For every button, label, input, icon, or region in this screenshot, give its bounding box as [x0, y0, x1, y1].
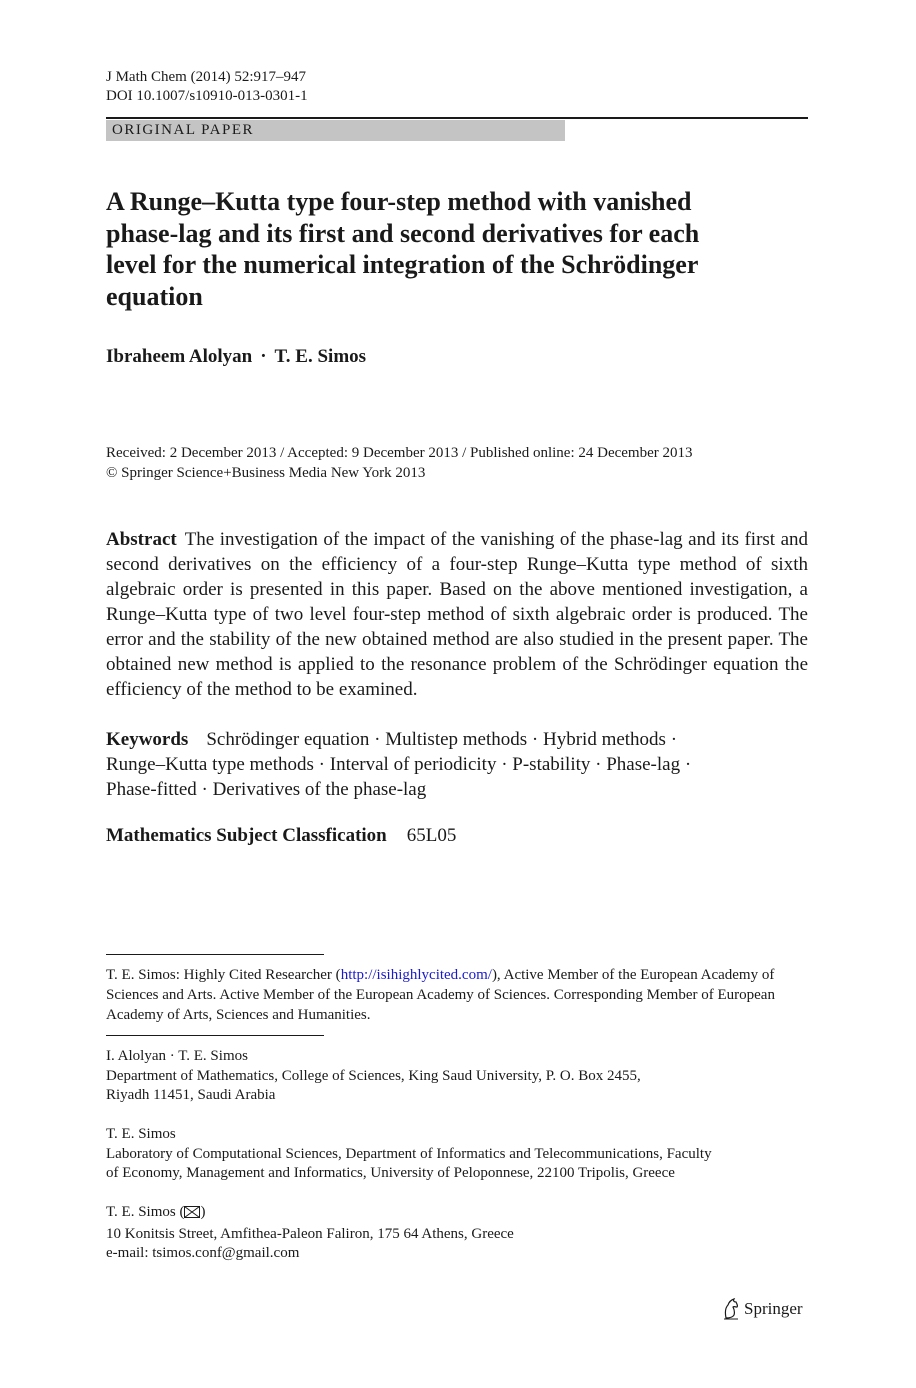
msc-classification — [106, 825, 456, 847]
affiliation-names: T. E. Simos — [106, 1204, 176, 1220]
msc-label: Mathematics Subject Classfication — [106, 825, 387, 846]
affiliation-names: I. Alolyan · T. E. Simos — [106, 1048, 248, 1064]
author-list — [106, 346, 366, 368]
keywords-line: Runge–Kutta type methods · Interval of periodicity · P-stability · Phase-lag · — [106, 754, 692, 775]
author-name: Ibraheem Alolyan — [106, 346, 253, 367]
publisher-logo — [722, 1298, 803, 1320]
footnote-suffix: ), Active Member of the European Academy of Sciences and Arts. Active Member of the European Academy of Sciences. Corresponding Member of European Academy of Arts, Sciences and Humanities. — [106, 967, 775, 1023]
copyright-line: © Springer Science+Business Media New York 2013 — [106, 465, 426, 481]
author-name: T. E. Simos — [274, 346, 367, 367]
affiliation-address: of Economy, Management and Informatics, University of Peloponnese, 22100 Tripolis, Greece — [106, 1165, 675, 1181]
abstract-label: Abstract — [106, 529, 177, 550]
author-separator: · — [260, 346, 267, 367]
affiliation-address: 10 Konitsis Street, Amfithea-Paleon Faliron, 175 64 Athens, Greece — [106, 1225, 514, 1242]
footnote-prefix: T. E. Simos: Highly Cited Researcher ( — [106, 967, 341, 983]
affiliation-block — [106, 1047, 808, 1106]
affiliation-address: Department of Mathematics, College of Sciences, King Saud University, P. O. Box 2455, — [106, 1067, 641, 1084]
msc-value: 65L05 — [406, 825, 457, 846]
affiliation-address: Riyadh 11451, Saudi Arabia — [106, 1087, 276, 1103]
affiliation-block: T. E. Simos ( ) 10 Konitsis Street, Amfithea-Paleon Faliron, 175 64 Athens, Greece e-mail: tsimos.conf@gmail.com — [106, 1203, 808, 1264]
paper-type-banner: ORIGINAL PAPER — [106, 120, 565, 141]
journal-line: J Math Chem (2014) 52:917–947 — [106, 69, 306, 85]
highly-cited-link[interactable]: http://isihighlycited.com/ — [340, 967, 492, 983]
journal-citation — [106, 68, 308, 106]
affiliation-address: Laboratory of Computational Sciences, Department of Informatics and Telecommunications, Faculty — [106, 1145, 712, 1162]
email-line: e-mail: tsimos.conf@gmail.com — [106, 1245, 300, 1261]
keywords-line: Schrödinger equation · Multistep methods · Hybrid methods · — [206, 729, 678, 750]
paper-title: A Runge–Kutta type four-step method with vanished phase-lag and its first and second derivatives for each level for the numerical integration of the Schrödinger equation — [106, 187, 700, 311]
affiliation-rule — [106, 1035, 324, 1036]
keywords — [106, 727, 808, 802]
footnote — [106, 965, 808, 1025]
header-rule — [106, 117, 808, 119]
history-line: Received: 2 December 2013 / Accepted: 9 December 2013 / Published online: 24 December 2013 — [106, 445, 693, 461]
abstract — [106, 527, 808, 702]
doi-line: DOI 10.1007/s10910-013-0301-1 — [106, 88, 308, 104]
springer-horse-icon — [722, 1298, 740, 1320]
keywords-line: Phase-fitted · Derivatives of the phase-lag — [106, 779, 427, 800]
footnote-rule — [106, 954, 324, 955]
affiliation-names: T. E. Simos — [106, 1126, 176, 1142]
keywords-label: Keywords — [106, 729, 189, 750]
affiliation-block — [106, 1125, 808, 1184]
abstract-text: The investigation of the impact of the vanishing of the phase-lag and its first and second derivatives on the efficiency of a four-step Runge–Kutta type method of sixth algebraic order is presented in this paper. Based on the above mentioned investigation, a Runge–Kutta type of two level four-step method of sixth algebraic order is produced. The error and the stability of the new obtained method are also studied in the present paper. The obtained new method is applied to the resonance problem of the Schrödinger equation the efficiency of the method to be examined. — [106, 529, 808, 700]
publication-dates — [106, 443, 693, 483]
envelope-icon — [184, 1205, 200, 1225]
publisher-name: Springer — [744, 1299, 803, 1318]
